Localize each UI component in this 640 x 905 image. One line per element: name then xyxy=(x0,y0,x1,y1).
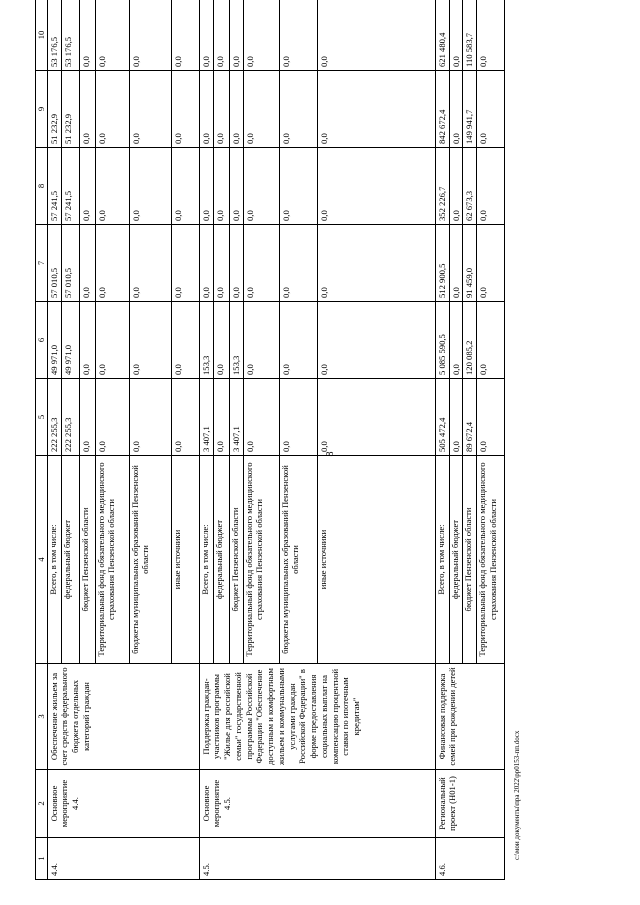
amount-cell: 0,0 xyxy=(171,148,199,225)
funding-source: федеральный бюджет xyxy=(213,456,229,664)
amount-cell: 62 673,3 xyxy=(463,148,477,225)
amount-cell: 0,0 xyxy=(317,71,435,148)
table-row xyxy=(47,0,61,880)
amount-cell: 0,0 xyxy=(95,225,129,302)
amount-cell: 0,0 xyxy=(129,379,171,456)
page-number: 8 xyxy=(325,451,336,457)
amount-cell: 0,0 xyxy=(449,148,463,225)
amount-cell: 0,0 xyxy=(243,302,279,379)
amount-cell: 0,0 xyxy=(243,148,279,225)
amount-cell: 49 971,0 xyxy=(61,302,79,379)
column-number: 6 xyxy=(36,302,48,379)
amount-cell: 57 241,5 xyxy=(61,148,79,225)
amount-cell: 0,0 xyxy=(79,71,95,148)
amount-cell: 0,0 xyxy=(229,0,243,71)
funding-source: бюджеты муниципальных образований Пензенской области xyxy=(129,456,171,664)
table-row xyxy=(435,0,449,880)
amount-cell: 0,0 xyxy=(79,148,95,225)
rotated-page xyxy=(35,0,635,880)
column-number: 3 xyxy=(36,664,48,770)
amount-cell: 842 672,4 xyxy=(435,71,449,148)
amount-cell: 0,0 xyxy=(199,225,213,302)
amount-cell: 0,0 xyxy=(477,379,505,456)
funding-source: Всего, в том числе: xyxy=(199,456,213,664)
amount-cell: 0,0 xyxy=(449,0,463,71)
amount-cell: 0,0 xyxy=(95,71,129,148)
amount-cell: 0,0 xyxy=(449,302,463,379)
amount-cell: 51 232,9 xyxy=(47,71,61,148)
funding-source: Всего, в том числе: xyxy=(435,456,449,664)
funding-source: бюджет Пензенской области xyxy=(229,456,243,664)
amount-cell: 89 672,4 xyxy=(463,379,477,456)
measure-description: Обеспечение жильем за счет средств федерального бюджета отдельных категорий граждан xyxy=(47,664,199,770)
funding-source: Территориальный фонд обязательного медицинского страхования Пензенской области xyxy=(243,456,279,664)
amount-cell: 0,0 xyxy=(199,0,213,71)
funding-source: федеральный бюджет xyxy=(61,456,79,664)
amount-cell: 0,0 xyxy=(449,379,463,456)
amount-cell: 0,0 xyxy=(171,225,199,302)
amount-cell: 0,0 xyxy=(449,225,463,302)
measure-name: Региональный проект (Н01-1) xyxy=(435,770,504,838)
amount-cell: 3 407,1 xyxy=(199,379,213,456)
amount-cell: 0,0 xyxy=(79,0,95,71)
amount-cell: 0,0 xyxy=(229,225,243,302)
amount-cell: 0,0 xyxy=(213,225,229,302)
amount-cell: 0,0 xyxy=(477,71,505,148)
amount-cell: 53 176,5 xyxy=(47,0,61,71)
amount-cell: 0,0 xyxy=(317,379,435,456)
amount-cell: 352 226,7 xyxy=(435,148,449,225)
row-number: 4.6. xyxy=(435,838,504,880)
amount-cell: 0,0 xyxy=(279,71,317,148)
amount-cell: 0,0 xyxy=(243,379,279,456)
amount-cell: 0,0 xyxy=(171,71,199,148)
amount-cell: 0,0 xyxy=(477,302,505,379)
amount-cell: 0,0 xyxy=(229,148,243,225)
amount-cell: 0,0 xyxy=(199,148,213,225)
column-number: 8 xyxy=(36,148,48,225)
amount-cell: 0,0 xyxy=(243,71,279,148)
amount-cell: 0,0 xyxy=(129,148,171,225)
amount-cell: 0,0 xyxy=(95,0,129,71)
amount-cell: 0,0 xyxy=(449,71,463,148)
amount-cell: 0,0 xyxy=(171,379,199,456)
funding-source: бюджет Пензенской области xyxy=(79,456,95,664)
file-path-footer: c:\мои документы\пра 2022\pp0153-пп.docx xyxy=(513,730,521,860)
funding-source: Всего, в том числе: xyxy=(47,456,61,664)
amount-cell: 0,0 xyxy=(477,148,505,225)
funding-source: иные источники xyxy=(171,456,199,664)
amount-cell: 0,0 xyxy=(213,379,229,456)
amount-cell: 0,0 xyxy=(279,302,317,379)
amount-cell: 51 232,9 xyxy=(61,71,79,148)
amount-cell: 3 407,1 xyxy=(229,379,243,456)
column-number: 2 xyxy=(36,770,48,838)
amount-cell: 0,0 xyxy=(317,0,435,71)
measure-description: Финансовая поддержка семей при рождении детей xyxy=(435,664,504,770)
row-number: 4.4. xyxy=(47,838,199,880)
amount-cell: 0,0 xyxy=(79,302,95,379)
row-number: 4.5. xyxy=(199,838,435,880)
amount-cell: 0,0 xyxy=(213,302,229,379)
column-number: 5 xyxy=(36,379,48,456)
funding-source: Территориальный фонд обязательного медицинского страхования Пензенской области xyxy=(95,456,129,664)
amount-cell: 512 900,5 xyxy=(435,225,449,302)
amount-cell: 505 472,4 xyxy=(435,379,449,456)
funding-source: бюджет Пензенской области xyxy=(463,456,477,664)
amount-cell: 0,0 xyxy=(279,0,317,71)
amount-cell: 0,0 xyxy=(477,225,505,302)
amount-cell: 0,0 xyxy=(243,225,279,302)
amount-cell: 57 241,5 xyxy=(47,148,61,225)
amount-cell: 0,0 xyxy=(171,302,199,379)
budget-table-body xyxy=(36,0,505,880)
amount-cell: 222 255,3 xyxy=(47,379,61,456)
amount-cell: 0,0 xyxy=(317,225,435,302)
amount-cell: 149 941,7 xyxy=(463,71,477,148)
amount-cell: 0,0 xyxy=(213,71,229,148)
measure-name: Основное мероприятие 4.4. xyxy=(47,770,199,838)
column-number: 9 xyxy=(36,71,48,148)
amount-cell: 0,0 xyxy=(129,302,171,379)
column-number: 1 xyxy=(36,838,48,880)
amount-cell: 0,0 xyxy=(229,71,243,148)
amount-cell: 91 459,0 xyxy=(463,225,477,302)
amount-cell: 5 085 590,5 xyxy=(435,302,449,379)
amount-cell: 0,0 xyxy=(477,0,505,71)
amount-cell: 0,0 xyxy=(95,148,129,225)
amount-cell: 0,0 xyxy=(279,225,317,302)
amount-cell: 57 010,5 xyxy=(47,225,61,302)
column-number: 4 xyxy=(36,456,48,664)
column-number-row xyxy=(36,0,48,880)
column-number: 10 xyxy=(36,0,48,71)
budget-table xyxy=(35,0,505,880)
amount-cell: 0,0 xyxy=(213,0,229,71)
amount-cell: 0,0 xyxy=(279,148,317,225)
funding-source: бюджеты муниципальных образований Пензенской области xyxy=(279,456,317,664)
column-number: 7 xyxy=(36,225,48,302)
amount-cell: 110 583,7 xyxy=(463,0,477,71)
amount-cell: 153,3 xyxy=(229,302,243,379)
measure-description: Поддержка граждан-участников программы "Жилье для российской семьи" государственной программы Российской Федерации "Обеспечение доступным и комфортным жильем и коммунальными услугами граждан Российской Федерации" в форме предоставления социальных выплат на компенсацию процентной ставки по ипотечным кредитам" xyxy=(199,664,435,770)
amount-cell: 0,0 xyxy=(171,0,199,71)
funding-source: Территориальный фонд обязательного медицинского страхования Пензенской области xyxy=(477,456,505,664)
funding-source: федеральный бюджет xyxy=(449,456,463,664)
amount-cell: 53 176,5 xyxy=(61,0,79,71)
amount-cell: 0,0 xyxy=(95,379,129,456)
amount-cell: 0,0 xyxy=(279,379,317,456)
amount-cell: 0,0 xyxy=(129,0,171,71)
amount-cell: 49 971,0 xyxy=(47,302,61,379)
amount-cell: 120 085,2 xyxy=(463,302,477,379)
amount-cell: 0,0 xyxy=(317,148,435,225)
measure-name: Основное мероприятие 4.5. xyxy=(199,770,435,838)
amount-cell: 222 255,3 xyxy=(61,379,79,456)
amount-cell: 0,0 xyxy=(129,71,171,148)
amount-cell: 0,0 xyxy=(199,71,213,148)
amount-cell: 153,3 xyxy=(199,302,213,379)
amount-cell: 0,0 xyxy=(317,302,435,379)
funding-source: иные источники xyxy=(317,456,435,664)
amount-cell: 0,0 xyxy=(129,225,171,302)
amount-cell: 0,0 xyxy=(79,379,95,456)
amount-cell: 621 480,4 xyxy=(435,0,449,71)
table-row xyxy=(199,0,213,880)
amount-cell: 57 010,5 xyxy=(61,225,79,302)
amount-cell: 0,0 xyxy=(79,225,95,302)
amount-cell: 0,0 xyxy=(213,148,229,225)
amount-cell: 0,0 xyxy=(243,0,279,71)
amount-cell: 0,0 xyxy=(95,302,129,379)
